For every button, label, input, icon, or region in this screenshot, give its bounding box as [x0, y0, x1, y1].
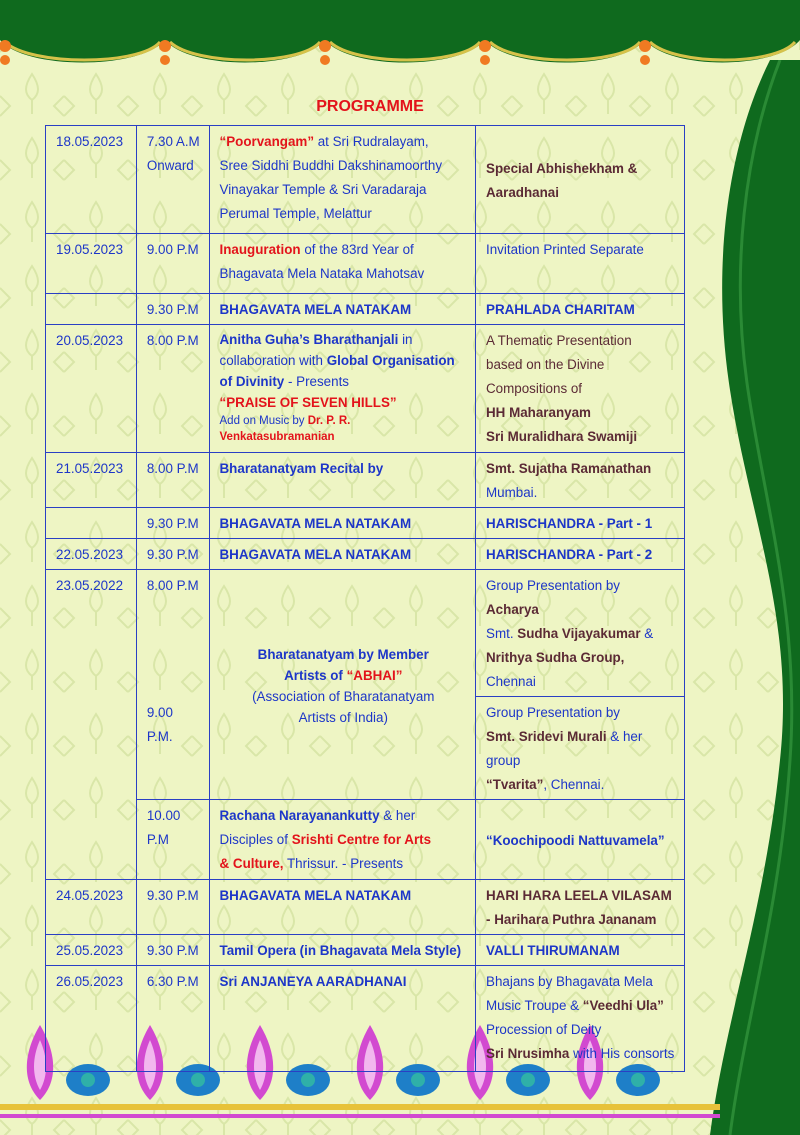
- date-cell: [46, 508, 137, 539]
- detail-cell: A Thematic Presentation based on the Divine Compositions of HH Maharanyam Sri Muralidhara Swamiji: [476, 325, 685, 453]
- date-cell: 19.05.2023: [46, 234, 137, 294]
- curtain-top: [0, 0, 800, 80]
- page-title: PROGRAMME: [316, 98, 424, 115]
- time-cell: 9.00 P.M.: [136, 697, 209, 800]
- event-cell: Bharatanatyam by Member Artists of “ABHAI” (Association of Bharatanatyam Artists of India): [209, 570, 476, 800]
- event-cell: Rachana Narayanankutty & her Disciples of Srishti Centre for Arts & Culture, Thrissur. - Presents: [209, 800, 476, 880]
- time-cell: 9.30 P.M: [136, 539, 209, 570]
- date-cell: 24.05.2023: [46, 880, 137, 935]
- table-row: [46, 453, 685, 508]
- event-cell: BHAGAVATA MELA NATAKAM: [209, 294, 476, 325]
- table-row: [46, 966, 685, 1072]
- detail-cell: Bhajans by Bhagavata Mela Music Troupe & “Veedhi Ula” Procession of Deity Sri Nrusimha with His consorts: [476, 966, 685, 1072]
- date-cell: 21.05.2023: [46, 453, 137, 508]
- time-cell: 8.00 P.M: [136, 325, 209, 453]
- table-row: [46, 294, 685, 325]
- table-row: [46, 880, 685, 935]
- detail-cell: HARI HARA LEELA VILASAM - Harihara Puthra Jananam: [476, 880, 685, 935]
- time-cell: 9.30 P.M: [136, 880, 209, 935]
- time-cell: 8.00 P.M: [136, 453, 209, 508]
- time-cell: 9.30 P.M: [136, 935, 209, 966]
- event-cell: “Poorvangam” at Sri Rudralayam, Sree Siddhi Buddhi Dakshinamoorthy Vinayakar Temple & Sri Varadaraja Perumal Temple, Melattur: [209, 126, 476, 234]
- detail-cell: “Koochipoodi Nattuvamela”: [476, 800, 685, 880]
- time-cell: 9.30 P.M: [136, 508, 209, 539]
- event-cell: Bharatanatyam Recital by: [209, 453, 476, 508]
- detail-cell: HARISCHANDRA - Part - 1: [476, 508, 685, 539]
- table-row: [46, 508, 685, 539]
- date-cell: 23.05.2022: [46, 570, 137, 880]
- table-row: [46, 126, 685, 234]
- date-cell: 26.05.2023: [46, 966, 137, 1072]
- time-cell: 9.30 P.M: [136, 294, 209, 325]
- detail-cell: HARISCHANDRA - Part - 2: [476, 539, 685, 570]
- detail-cell: Smt. Sujatha Ramanathan Mumbai.: [476, 453, 685, 508]
- detail-cell: Group Presentation by Smt. Sridevi Murali & her group “Tvarita”, Chennai.: [476, 697, 685, 800]
- date-cell: 22.05.2023: [46, 539, 137, 570]
- table-row: [46, 234, 685, 294]
- detail-cell: Invitation Printed Separate: [476, 234, 685, 294]
- time-cell: 10.00 P.M: [136, 800, 209, 880]
- event-cell: BHAGAVATA MELA NATAKAM: [209, 539, 476, 570]
- table-row: [46, 570, 685, 697]
- date-cell: 18.05.2023: [46, 126, 137, 234]
- detail-cell: PRAHLADA CHARITAM: [476, 294, 685, 325]
- curtain-right: [710, 60, 800, 1135]
- table-row: [46, 539, 685, 570]
- event-cell: Sri ANJANEYA AARADHANAI: [209, 966, 476, 1072]
- time-cell: 9.00 P.M: [136, 234, 209, 294]
- event-cell: BHAGAVATA MELA NATAKAM: [209, 880, 476, 935]
- date-cell: [46, 294, 137, 325]
- detail-cell: Group Presentation by Acharya Smt. Sudha Vijayakumar & Nrithya Sudha Group, Chennai: [476, 570, 685, 697]
- date-cell: 25.05.2023: [46, 935, 137, 966]
- event-cell: BHAGAVATA MELA NATAKAM: [209, 508, 476, 539]
- event-cell: Anitha Guha’s Bharathanjali in collaboration with Global Organisation of Divinity - Presents “PRAISE OF SEVEN HILLS” Add on Music by Dr. P. R. Venkatasubramanian: [209, 325, 476, 453]
- date-cell: 20.05.2023: [46, 325, 137, 453]
- event-cell: Inauguration of the 83rd Year of Bhagavata Mela Nataka Mahotsav: [209, 234, 476, 294]
- table-row: [46, 935, 685, 966]
- detail-cell: VALLI THIRUMANAM: [476, 935, 685, 966]
- table-row: [46, 325, 685, 453]
- programme-table: [45, 125, 685, 1072]
- time-cell: 6.30 P.M: [136, 966, 209, 1072]
- detail-cell: Special Abhishekham & Aaradhanai: [476, 126, 685, 234]
- table-row: [46, 800, 685, 880]
- event-cell: Tamil Opera (in Bhagavata Mela Style): [209, 935, 476, 966]
- time-cell: 8.00 P.M: [136, 570, 209, 697]
- time-cell: 7.30 A.M Onward: [136, 126, 209, 234]
